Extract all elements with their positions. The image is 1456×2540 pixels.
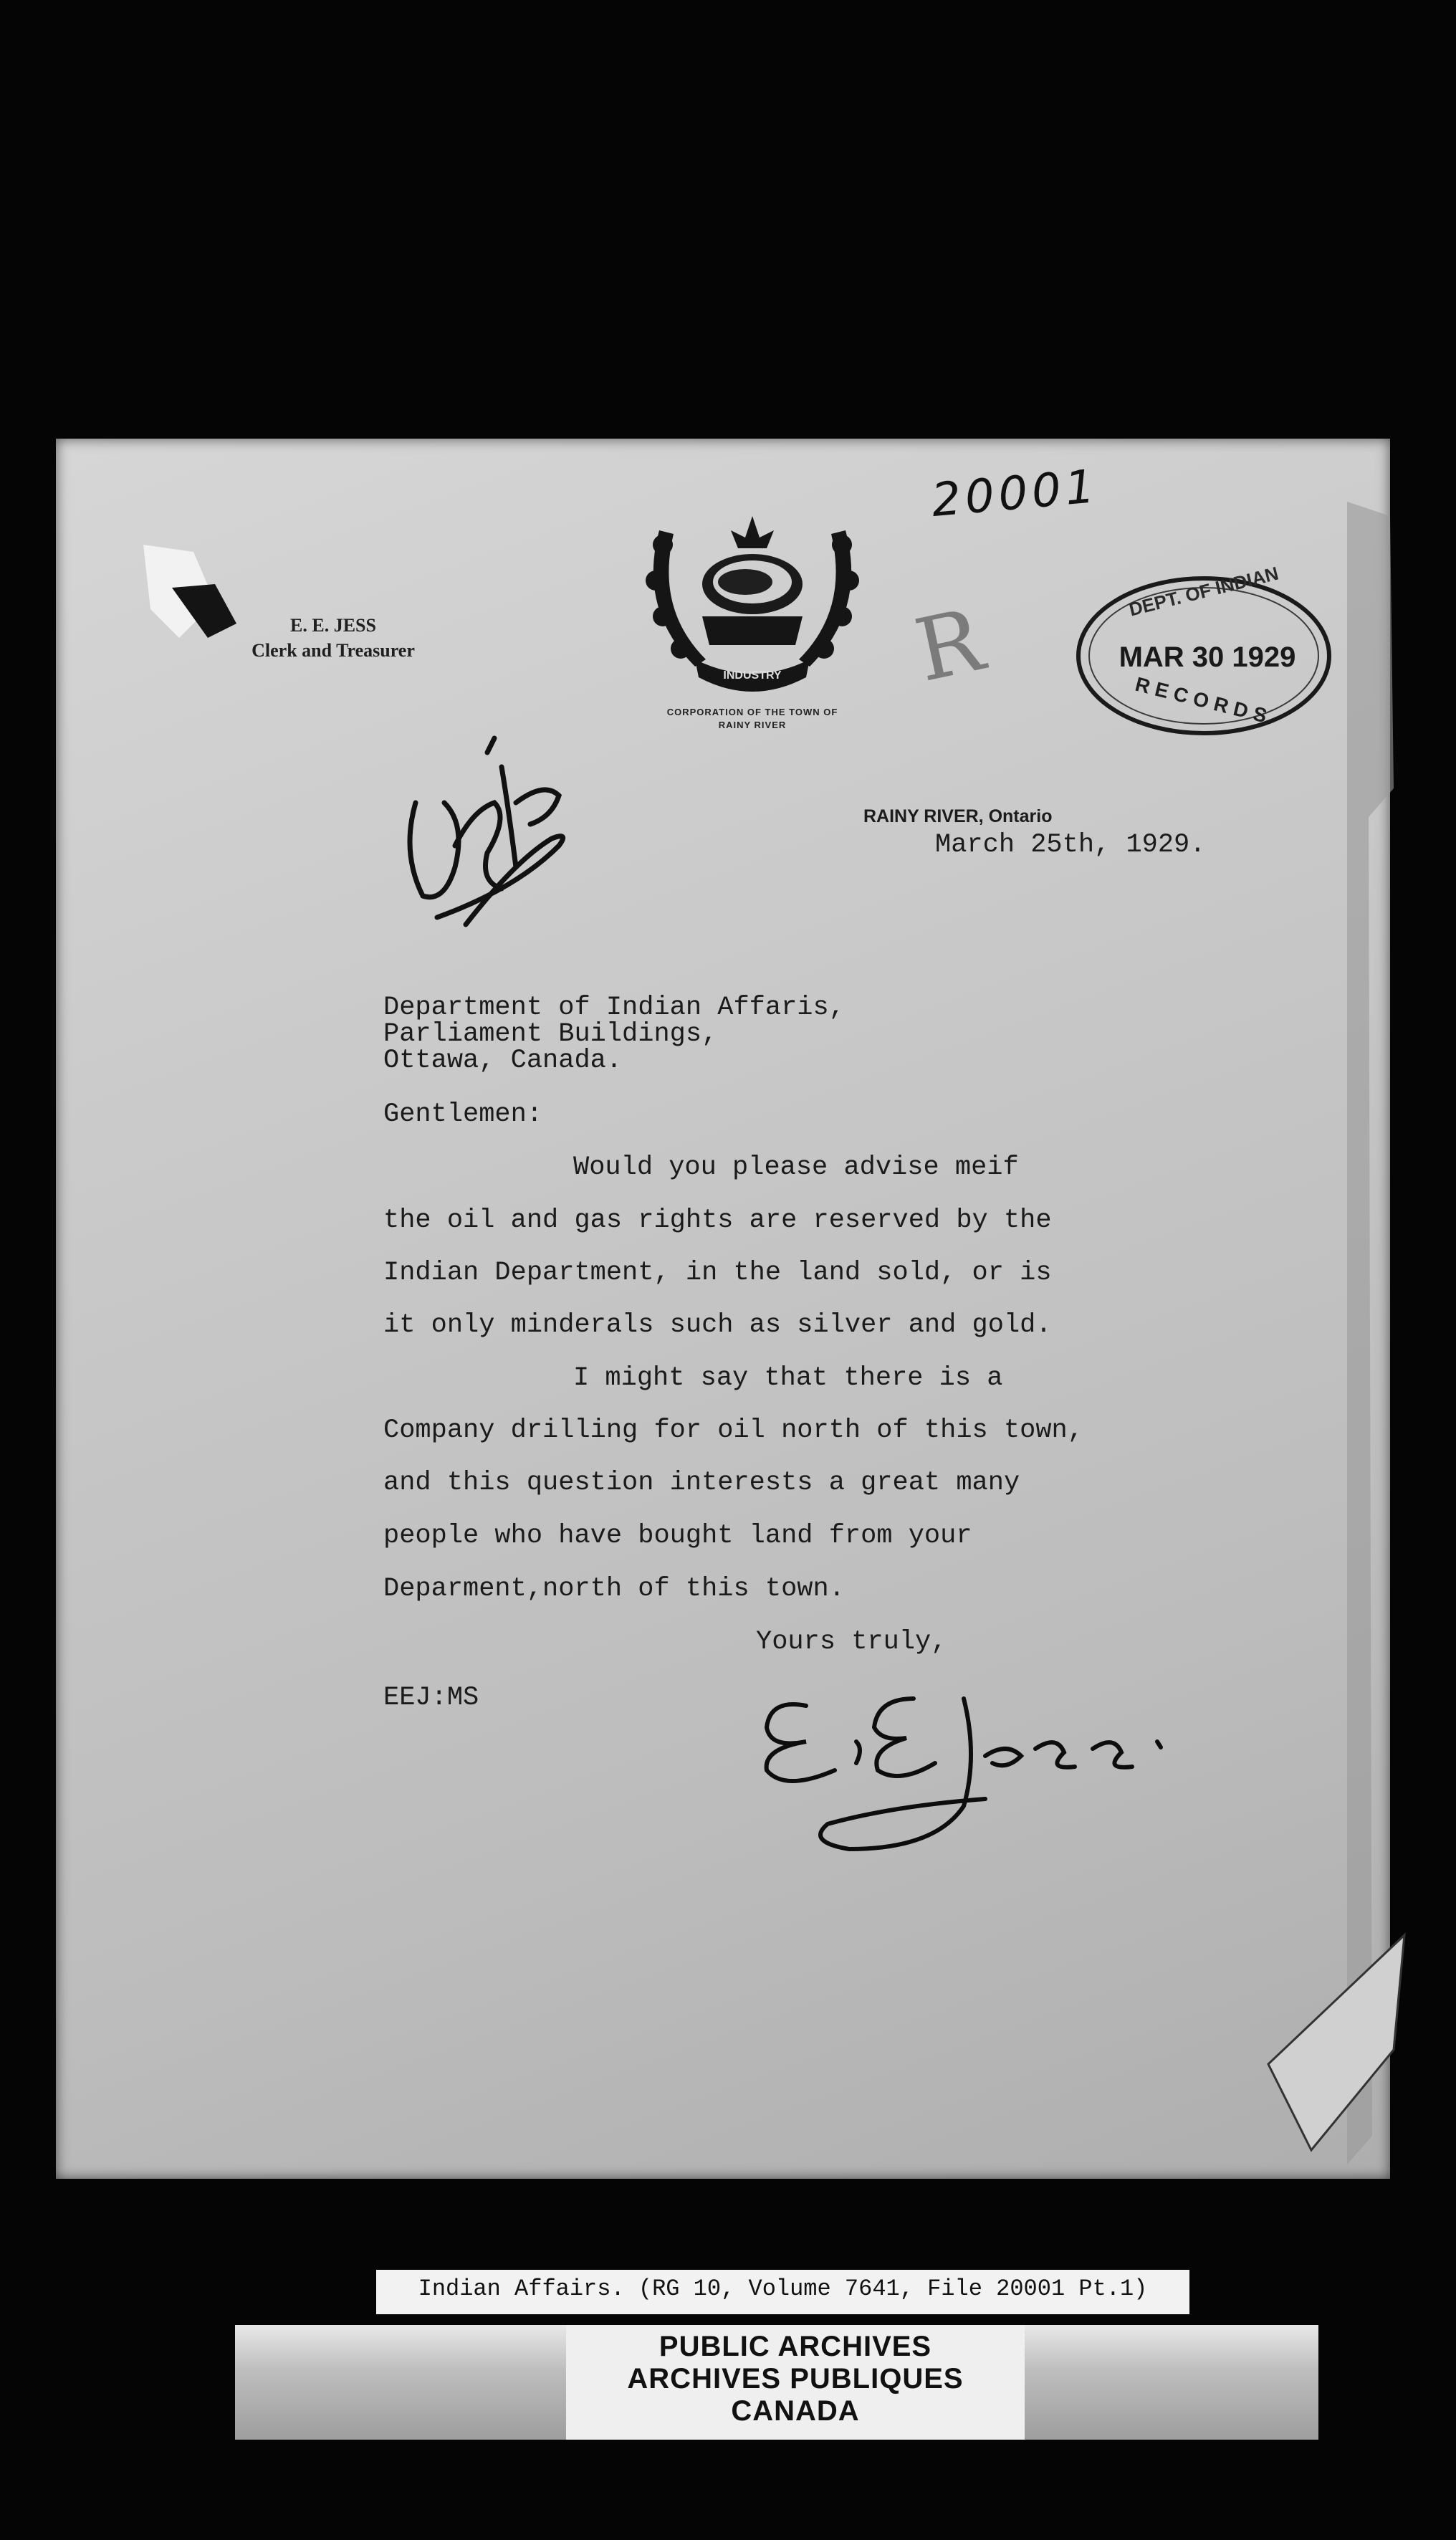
closing: Yours truly, [756, 1627, 947, 1657]
archive-reference-label: Indian Affairs. (RG 10, Volume 7641, File 20001 Pt.1) [418, 2276, 1148, 2302]
archive-stamp-line: ARCHIVES PUBLIQUES [627, 2363, 964, 2395]
received-stamp-label: RECORDS [1133, 672, 1275, 729]
body-line: I might say that there is a [573, 1363, 1003, 1393]
archive-stamp-line: CANADA [731, 2395, 860, 2427]
signature-icon [749, 1670, 1186, 1863]
body-line: the oil and gas rights are reserved by the [383, 1205, 1052, 1236]
body-line: Would you please advise meif [573, 1152, 1019, 1183]
file-number-handwritten: 20001 [929, 459, 1101, 528]
body-line: and this question interests a great many [383, 1468, 1020, 1498]
body-line: Company drilling for oil north of this town, [383, 1415, 1083, 1446]
crest-motto: INDUSTRY [723, 669, 782, 682]
letter-place: RAINY RIVER, Ontario [863, 806, 1053, 826]
letter-date: March 25th, 1929. [935, 830, 1206, 860]
salutation: Gentlemen: [383, 1099, 543, 1130]
address-line: Parliament Buildings, [383, 1019, 718, 1049]
received-stamp-dept: DEPT. OF INDIAN [1126, 562, 1281, 621]
body-line: Deparment,north of this town. [383, 1574, 845, 1604]
corporation-town: RAINY RIVER [718, 720, 787, 730]
body-line: people who have bought land from your [383, 1521, 972, 1551]
town-crest-icon [631, 502, 874, 717]
body-line: Indian Department, in the land sold, or is [383, 1258, 1052, 1288]
address-line: Department of Indian Affaris, [383, 993, 845, 1023]
body-line: it only minderals such as silver and gold. [383, 1310, 1052, 1340]
handwritten-initials-icon [387, 724, 580, 946]
corporation-name: CORPORATION OF THE TOWN OF [666, 707, 838, 717]
received-stamp-date: MAR 30 1929 [1119, 641, 1296, 673]
letterhead-title: Clerk and Treasurer [252, 640, 415, 661]
address-line: Ottawa, Canada. [383, 1046, 623, 1076]
letterhead-name: E. E. JESS [290, 615, 376, 636]
reference-initials: EEJ:MS [383, 1683, 479, 1713]
archive-stamp-line: PUBLIC ARCHIVES [658, 2331, 932, 2362]
r-stamp: R [907, 591, 992, 702]
